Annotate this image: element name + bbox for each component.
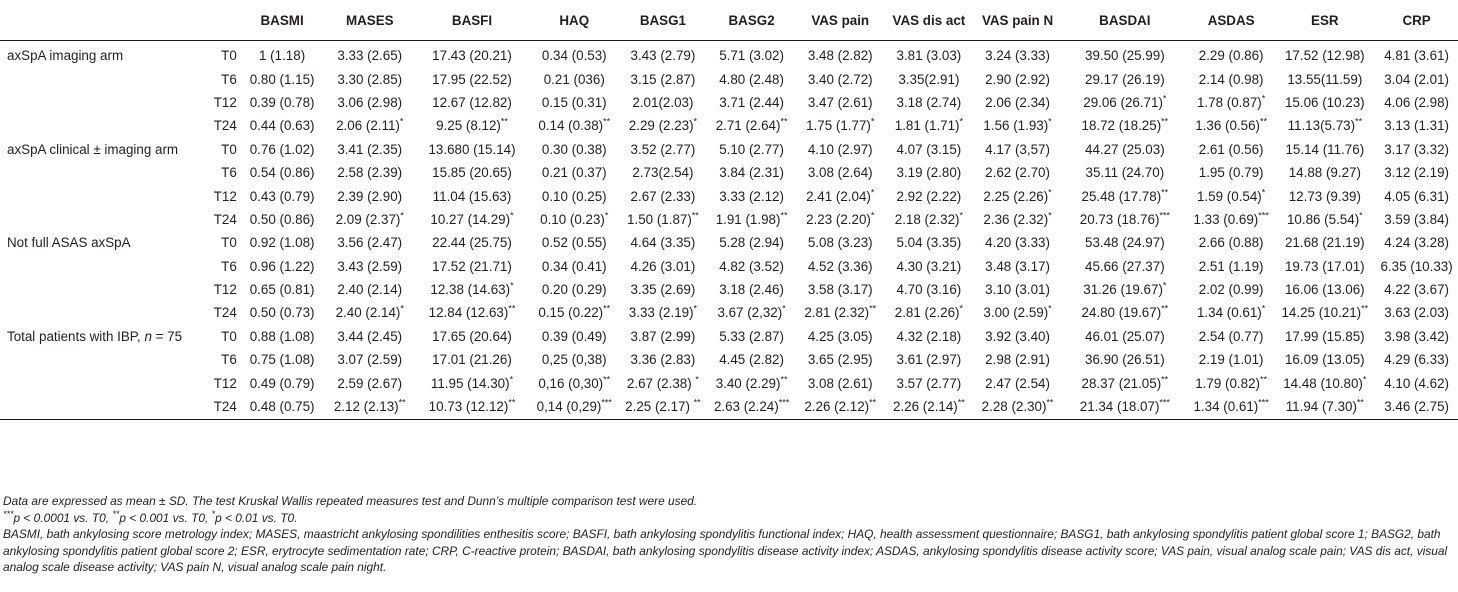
row-group-label xyxy=(0,208,207,231)
row-group-label xyxy=(0,395,207,420)
table-row xyxy=(0,161,1458,184)
table-row xyxy=(0,208,1458,231)
table-cell: 2.14 (0.98) xyxy=(1198,71,1264,87)
table-cell: 1.59 (0.54)* xyxy=(1196,187,1266,204)
table-cell: 2.06 (2.11)* xyxy=(336,116,404,134)
table-row xyxy=(0,91,1458,114)
table-cell: 1.50 (1.87)** xyxy=(627,210,699,227)
table-cell: 4.05 (6.31) xyxy=(1384,188,1449,204)
table-cell: 3.08 (2.64) xyxy=(807,165,873,181)
table-cell: 3.48 (2.82) xyxy=(807,48,873,64)
row-group-label: axSpA imaging arm xyxy=(7,48,124,64)
footnote-abbreviations: BASMI, bath ankylosing score metrology index; MASES, maastricht ankylosing spondilities enthesitis score; BASFI, bath ankylosing spondylitis functional index; HAQ, health assessment questionnaire; BASG1, bath ankylosing spondylitis patient global score 1; BASG2, bath ankylosing spondylitis patient global score 2; ESR, erytrocyte sedimentation rate; CRP, C-reactive protein; BASDAI, bath ankylosing spondylitis disease activity index; ASDAS, ankylosing spondylitis disease activity score; VAS pain, visual analog scale pain; VAS dis act, visual analog scale disease activity; VAS pain N, visual analog scale pain night. xyxy=(3,527,1448,575)
table-cell: 0.39 (0.49) xyxy=(541,328,607,344)
table-cell: 3.43 (2.79) xyxy=(630,48,696,64)
row-timepoint: T6 xyxy=(221,165,237,181)
column-header-vas-pain-n: VAS pain N xyxy=(973,0,1062,41)
row-group-label xyxy=(0,91,207,114)
table-cell: 0.10 (0.25) xyxy=(541,188,607,204)
table-cell: 4.30 (3.21) xyxy=(896,258,962,274)
table-cell: 2.19 (1.01) xyxy=(1198,352,1264,368)
table-cell: 4.22 (3.67) xyxy=(1384,282,1449,298)
table-cell: 11.13(5.73)** xyxy=(1287,116,1363,134)
column-header-blank xyxy=(207,0,239,41)
table-cell: 11.95 (14.30)* xyxy=(430,374,514,391)
row-group-label xyxy=(0,255,207,278)
table-cell: 6.35 (10.33) xyxy=(1380,258,1453,274)
table-cell: 4.45 (2.82) xyxy=(719,352,784,368)
table-cell: 0.15 (0.22)** xyxy=(538,304,611,321)
table-cell: 11.04 (15.63) xyxy=(432,188,512,204)
table-cell: 12.73 (9.39) xyxy=(1288,188,1361,204)
table-cell: 5.10 (2.77) xyxy=(719,141,784,157)
table-cell: 2.25 (2.17) ** xyxy=(619,395,708,420)
row-group-label: axSpA clinical ± imaging arm xyxy=(7,141,179,157)
table-row xyxy=(0,325,1458,348)
table-cell: 3.48 (3.17) xyxy=(985,258,1050,274)
table-cell: 12.38 (14.63)* xyxy=(430,280,514,298)
row-timepoint: T24 xyxy=(213,118,237,134)
table-cell: 0.14 (0.38)** xyxy=(538,116,611,134)
table-cell: 2.58 (2.39) xyxy=(337,165,403,181)
table-cell: 13.680 (15.14) xyxy=(428,141,516,157)
table-cell: 14.25 (10.21)** xyxy=(1281,304,1369,321)
table-cell: 17.01 (21.26) xyxy=(432,352,512,368)
table-row xyxy=(0,231,1458,254)
table-cell: 15.06 (10.23) xyxy=(1284,94,1365,110)
row-timepoint: T6 xyxy=(221,71,237,87)
row-group-label xyxy=(0,114,207,137)
table-cell: 4.06 (2.98) xyxy=(1384,94,1449,110)
table-cell: 2.25 (2.26)* xyxy=(983,187,1052,204)
table-cell: 5.08 (3.23) xyxy=(807,235,873,251)
table-cell: 0.39 (0.78) xyxy=(249,94,315,110)
table-cell: 4.70 (3.16) xyxy=(896,282,962,298)
table-cell: 3.33 (2.12) xyxy=(719,188,784,204)
row-group-label: Not full ASAS axSpA xyxy=(7,235,131,251)
table-cell: 3.40 (2.72) xyxy=(807,71,873,87)
table-cell: 2.02 (0.99) xyxy=(1198,282,1264,298)
table-cell: 14.88 (9.27) xyxy=(1288,165,1361,181)
table-cell: 3.59 (3.84) xyxy=(1384,211,1449,227)
table-cell: 0,16 (0,30)** xyxy=(538,374,611,391)
table-cell: 3.30 (2.85) xyxy=(337,71,403,87)
table-cell: 1.78 (0.87)* xyxy=(1196,93,1266,110)
table-cell: 0.44 (0.63) xyxy=(249,118,315,134)
column-header-mases: MASES xyxy=(325,0,414,41)
table-cell: 0.54 (0.86) xyxy=(249,165,315,181)
column-header-vas-pain: VAS pain xyxy=(796,0,885,41)
table-cell: 0.65 (0.81) xyxy=(249,282,315,298)
column-header-vas-dis-act: VAS dis act xyxy=(885,0,974,41)
table-cell: 9.25 (8.12)** xyxy=(436,116,508,134)
table-cell: 2.26 (2.12)** xyxy=(796,395,885,420)
column-header-basmi: BASMI xyxy=(239,0,326,41)
table-cell: 21.68 (21.19) xyxy=(1284,235,1365,251)
table-cell: 17.95 (22.52) xyxy=(432,71,512,87)
table-cell: 10.27 (14.29)* xyxy=(430,210,514,227)
table-cell: 4.81 (3.61) xyxy=(1384,48,1449,64)
table-cell: 1.91 (1.98)** xyxy=(715,210,788,227)
table-cell: 15.14 (11.76) xyxy=(1285,141,1365,157)
table-cell: 3.58 (3.17) xyxy=(807,282,873,298)
table-cell: 2.73(2.54) xyxy=(632,165,694,181)
table-cell: 3.52 (2.77) xyxy=(630,141,696,157)
table-footnotes xyxy=(3,493,1453,576)
table-cell: 3.10 (3.01) xyxy=(985,282,1050,298)
table-cell: 2.59 (2.67) xyxy=(337,375,403,391)
table-cell: 2.28 (2.30)** xyxy=(973,395,1062,420)
table-cell: 3.67 (2,32)* xyxy=(717,304,786,321)
table-cell: 0.34 (0.41) xyxy=(541,258,607,274)
table-cell: 5.71 (3.02) xyxy=(719,48,784,64)
table-cell: 2.67 (2.33) xyxy=(630,188,696,204)
footnote-significance: ***p < 0.0001 vs. T0, **p < 0.001 vs. T0, *p < 0.01 vs. T0. xyxy=(3,508,298,525)
row-timepoint: T24 xyxy=(207,395,239,420)
table-cell: 0.92 (1.08) xyxy=(249,235,315,251)
table-cell: 2.36 (2.32)* xyxy=(983,210,1052,227)
table-cell: 3.56 (2.47) xyxy=(337,235,403,251)
table-cell: 3.44 (2.45) xyxy=(337,328,403,344)
table-cell: 36.90 (26.51) xyxy=(1085,352,1165,368)
table-cell: 0.21 (036) xyxy=(543,71,605,87)
table-cell: 2.12 (2.13)** xyxy=(325,395,414,420)
table-row xyxy=(0,395,1458,420)
table-cell: 46.01 (25.07) xyxy=(1085,328,1165,344)
table-cell: 4.32 (2.18) xyxy=(896,328,962,344)
table-cell: 15.85 (20.65) xyxy=(432,165,512,181)
table-cell: 0.43 (0.79) xyxy=(249,188,315,204)
table-cell: 28.37 (21.05)** xyxy=(1081,374,1169,391)
table-cell: 0.50 (0.86) xyxy=(249,211,315,227)
table-cell: 2.01(2.03) xyxy=(632,94,694,110)
table-cell: 3.04 (2.01) xyxy=(1384,71,1449,87)
column-header-basg2: BASG2 xyxy=(707,0,796,41)
table-cell: 17.99 (15.85) xyxy=(1284,328,1365,344)
table-cell: 0.10 (0.23)* xyxy=(540,210,609,227)
table-cell: 3.06 (2.98) xyxy=(337,94,403,110)
table-cell: 0.50 (0.73) xyxy=(249,305,315,321)
table-cell: 4.24 (3.28) xyxy=(1384,235,1449,251)
table-cell: 4.26 (3.01) xyxy=(630,258,696,274)
table-cell: 3.35 (2.69) xyxy=(630,282,696,298)
table-cell: 2.61 (0.56) xyxy=(1198,141,1264,157)
table-cell: 45.66 (27.37) xyxy=(1085,258,1165,274)
table-cell: 4.20 (3.33) xyxy=(985,235,1050,251)
table-cell: 1.75 (1.77)* xyxy=(806,116,875,134)
table-cell: 1.79 (0.82)** xyxy=(1195,374,1268,391)
table-cell: 25.48 (17.78)** xyxy=(1081,187,1169,204)
table-cell: 14.48 (10.80)* xyxy=(1283,374,1367,391)
row-group-label: Total patients with IBP, n = 75 xyxy=(7,328,183,344)
table-cell: 2.81 (2.26)* xyxy=(894,304,964,321)
table-cell: 0.30 (0.38) xyxy=(541,141,607,157)
table-cell: 0.20 (0.29) xyxy=(541,282,607,298)
table-cell: 53.48 (24.97) xyxy=(1085,235,1165,251)
table-cell: 2.40 (2.14) xyxy=(337,282,403,298)
table-cell: 4.52 (3.36) xyxy=(807,258,873,274)
table-row xyxy=(0,138,1458,161)
table-cell: 2.06 (2.34) xyxy=(985,94,1050,110)
table-cell: 3.65 (2.95) xyxy=(807,352,873,368)
table-cell: 1.34 (0.61)*** xyxy=(1188,395,1275,420)
row-timepoint: T6 xyxy=(221,352,237,368)
table-cell: 3.43 (2.59) xyxy=(337,258,403,274)
row-group-label xyxy=(0,161,207,184)
table-cell: 3.46 (2.75) xyxy=(1375,395,1458,420)
table-cell: 1.36 (0.56)** xyxy=(1195,116,1268,134)
table-cell: 39.50 (25.99) xyxy=(1085,48,1165,64)
table-cell: 29.06 (26.71)* xyxy=(1083,93,1167,110)
table-cell: 2.23 (2.20)* xyxy=(806,210,875,227)
table-cell: 0,14 (0,29)*** xyxy=(530,395,619,420)
table-cell: 2.92 (2.22) xyxy=(896,188,962,204)
footnote-methods: Data are expressed as mean ± SD. The test Kruskal Wallis repeated measures test and Dunn’s multiple comparison test were used. xyxy=(3,494,698,508)
table-row xyxy=(0,41,1458,68)
table-cell: 1.33 (0.69)*** xyxy=(1193,210,1269,227)
table-cell: 0.80 (1.15) xyxy=(249,71,315,87)
table-cell: 2.18 (2.32)* xyxy=(894,210,964,227)
table-cell: 29.17 (26.19) xyxy=(1085,71,1165,87)
row-group-label xyxy=(0,278,207,301)
table-cell: 3.33 (2.19)* xyxy=(628,304,698,321)
table-cell: 1.95 (0.79) xyxy=(1198,165,1264,181)
table-cell: 1.81 (1.71)* xyxy=(894,116,964,134)
table-cell: 0,25 (0,38) xyxy=(541,352,607,368)
table-cell: 44.27 (25.03) xyxy=(1085,141,1165,157)
table-cell: 13.55(11.59) xyxy=(1287,71,1363,87)
table-cell: 3.12 (2.19) xyxy=(1384,165,1449,181)
row-group-label xyxy=(0,67,207,90)
table-cell: 24.80 (19.67)** xyxy=(1081,304,1169,321)
table-cell: 17.65 (20.64) xyxy=(432,328,512,344)
table-cell: 0.52 (0.55) xyxy=(541,235,607,251)
table-cell: 1 (1.18) xyxy=(259,48,306,64)
table-cell: 3.61 (2.97) xyxy=(896,352,962,368)
table-cell: 2.90 (2.92) xyxy=(985,71,1050,87)
table-cell: 3.07 (2.59) xyxy=(337,352,403,368)
table-cell: 22.44 (25.75) xyxy=(432,235,512,251)
table-cell: 4.64 (3.35) xyxy=(630,235,696,251)
column-header-blank xyxy=(0,0,207,41)
table-cell: 4.07 (3.15) xyxy=(896,141,962,157)
table-cell: 2.81 (2.32)** xyxy=(804,304,877,321)
table-cell: 3.47 (2.61) xyxy=(807,94,873,110)
row-timepoint: T12 xyxy=(213,282,237,298)
row-group-label xyxy=(0,301,207,324)
table-cell: 2.54 (0.77) xyxy=(1198,328,1264,344)
table-cell: 3.63 (2.03) xyxy=(1384,305,1449,321)
row-timepoint: T24 xyxy=(213,305,237,321)
table-cell: 10.73 (12.12)** xyxy=(414,395,530,420)
table-cell: 4.29 (6.33) xyxy=(1384,352,1449,368)
table-body xyxy=(0,41,1458,420)
table-cell: 3.41 (2.35) xyxy=(337,141,403,157)
column-header-crp: CRP xyxy=(1375,0,1458,41)
table-cell: 3.13 (1.31) xyxy=(1384,118,1449,134)
table-cell: 4.10 (4.62) xyxy=(1384,375,1449,391)
table-cell: 2.98 (2.91) xyxy=(985,352,1050,368)
table-cell: 19.73 (17.01) xyxy=(1284,258,1365,274)
table-row xyxy=(0,67,1458,90)
table-cell: 2.26 (2.14)** xyxy=(885,395,974,420)
column-header-haq: HAQ xyxy=(530,0,619,41)
table-cell: 3.98 (3.42) xyxy=(1384,328,1449,344)
column-header-basg1: BASG1 xyxy=(619,0,708,41)
table-cell: 0.76 (1.02) xyxy=(249,141,315,157)
table-cell: 0.49 (0.79) xyxy=(249,375,315,391)
table-row xyxy=(0,278,1458,301)
table-cell: 2.71 (2.64)** xyxy=(715,116,788,134)
table-cell: 0.48 (0.75) xyxy=(239,395,326,420)
row-timepoint: T0 xyxy=(221,235,237,251)
table-cell: 3.87 (2.99) xyxy=(630,328,696,344)
table-cell: 3.17 (3.32) xyxy=(1384,141,1449,157)
table-cell: 2.41 (2.04)* xyxy=(806,187,875,204)
table-cell: 5.33 (2.87) xyxy=(719,328,784,344)
table-row xyxy=(0,114,1458,137)
table-cell: 3.40 (2.29)** xyxy=(715,374,788,391)
table-cell: 2.39 (2.90) xyxy=(337,188,403,204)
table-cell: 2.62 (2.70) xyxy=(985,165,1050,181)
table-cell: 4.80 (2.48) xyxy=(719,71,784,87)
table-row xyxy=(0,301,1458,324)
table-cell: 2.51 (1.19) xyxy=(1198,258,1264,274)
table-cell: 3.35(2.91) xyxy=(898,71,960,87)
table-cell: 3.24 (3.33) xyxy=(985,48,1050,64)
table-cell: 21.34 (18.07)*** xyxy=(1062,395,1188,420)
table-cell: 2.29 (2.23)* xyxy=(628,116,698,134)
row-group-label xyxy=(0,371,207,394)
row-timepoint: T0 xyxy=(221,48,237,64)
table-row xyxy=(0,348,1458,371)
column-header-asdas: ASDAS xyxy=(1188,0,1275,41)
table-cell: 1.34 (0.61)* xyxy=(1196,304,1266,321)
row-group-label xyxy=(0,184,207,207)
row-timepoint: T12 xyxy=(213,188,237,204)
row-timepoint: T6 xyxy=(221,258,237,274)
table-cell: 20.73 (18.76)*** xyxy=(1079,210,1170,227)
table-cell: 18.72 (18.25)** xyxy=(1081,116,1169,134)
table-header-row xyxy=(0,0,1458,41)
table-cell: 4.17 (3,57) xyxy=(985,141,1050,157)
table-row xyxy=(0,371,1458,394)
table-cell: 2.66 (0.88) xyxy=(1198,235,1264,251)
table-cell: 0.88 (1.08) xyxy=(249,328,315,344)
row-timepoint: T0 xyxy=(221,328,237,344)
table-cell: 31.26 (19.67)* xyxy=(1083,280,1167,298)
table-cell: 3.71 (2.44) xyxy=(719,94,784,110)
table-cell: 2.09 (2.37)* xyxy=(335,210,404,227)
table-cell: 10.86 (5.54)* xyxy=(1286,210,1363,227)
table-cell: 1.56 (1.93)* xyxy=(983,116,1052,134)
table-cell: 17.43 (20.21) xyxy=(432,48,512,64)
table-cell: 17.52 (21.71) xyxy=(432,258,512,274)
table-cell: 3.00 (2.59)* xyxy=(983,304,1052,321)
table-cell: 3.15 (2.87) xyxy=(630,71,696,87)
row-timepoint: T0 xyxy=(221,141,237,157)
column-header-esr: ESR xyxy=(1274,0,1375,41)
table-cell: 2.29 (0.86) xyxy=(1198,48,1264,64)
table-cell: 3.84 (2.31) xyxy=(719,165,784,181)
table-cell: 4.10 (2.97) xyxy=(807,141,873,157)
row-timepoint: T12 xyxy=(213,375,237,391)
table-cell: 2.63 (2.24)*** xyxy=(707,395,796,420)
table-row xyxy=(0,255,1458,278)
table-cell: 3.57 (2.77) xyxy=(896,375,962,391)
column-header-basdai: BASDAI xyxy=(1062,0,1188,41)
table-cell: 4.82 (3.52) xyxy=(719,258,784,274)
table-cell: 4.25 (3.05) xyxy=(807,328,873,344)
table-cell: 2.67 (2.38) * xyxy=(626,374,699,391)
table-cell: 5.04 (3.35) xyxy=(896,235,962,251)
table-cell: 5.28 (2.94) xyxy=(719,235,784,251)
row-timepoint: T24 xyxy=(213,211,237,227)
table-cell: 0.21 (0.37) xyxy=(541,165,607,181)
table-cell: 3.08 (2.61) xyxy=(807,375,873,391)
table-cell: 2.47 (2.54) xyxy=(985,375,1050,391)
table-row xyxy=(0,184,1458,207)
table-cell: 0.15 (0.31) xyxy=(541,94,607,110)
table-cell: 11.94 (7.30)** xyxy=(1274,395,1375,420)
table-cell: 3.33 (2.65) xyxy=(337,48,403,64)
row-timepoint: T12 xyxy=(213,94,237,110)
table-cell: 17.52 (12.98) xyxy=(1284,48,1365,64)
table-cell: 16.06 (13.06) xyxy=(1284,282,1365,298)
table-cell: 3.19 (2.80) xyxy=(896,165,962,181)
table-cell: 16.09 (13.05) xyxy=(1284,352,1365,368)
table-cell: 3.36 (2.83) xyxy=(630,352,696,368)
table-cell: 12.67 (12.82) xyxy=(432,94,512,110)
table-cell: 0.96 (1.22) xyxy=(249,258,315,274)
column-header-basfi: BASFI xyxy=(414,0,530,41)
table-cell: 0.75 (1.08) xyxy=(249,352,315,368)
table-cell: 2.40 (2.14)* xyxy=(335,304,404,321)
table-cell: 12.84 (12.63)** xyxy=(428,304,516,321)
table-cell: 3.18 (2.74) xyxy=(896,94,962,110)
table-cell: 3.18 (2.46) xyxy=(719,282,784,298)
row-group-label xyxy=(0,348,207,371)
table-cell: 0.34 (0.53) xyxy=(541,48,607,64)
table-cell: 3.81 (3.03) xyxy=(896,48,962,64)
table-cell: 35.11 (24.70) xyxy=(1085,165,1165,181)
table-cell: 3.92 (3.40) xyxy=(985,328,1050,344)
